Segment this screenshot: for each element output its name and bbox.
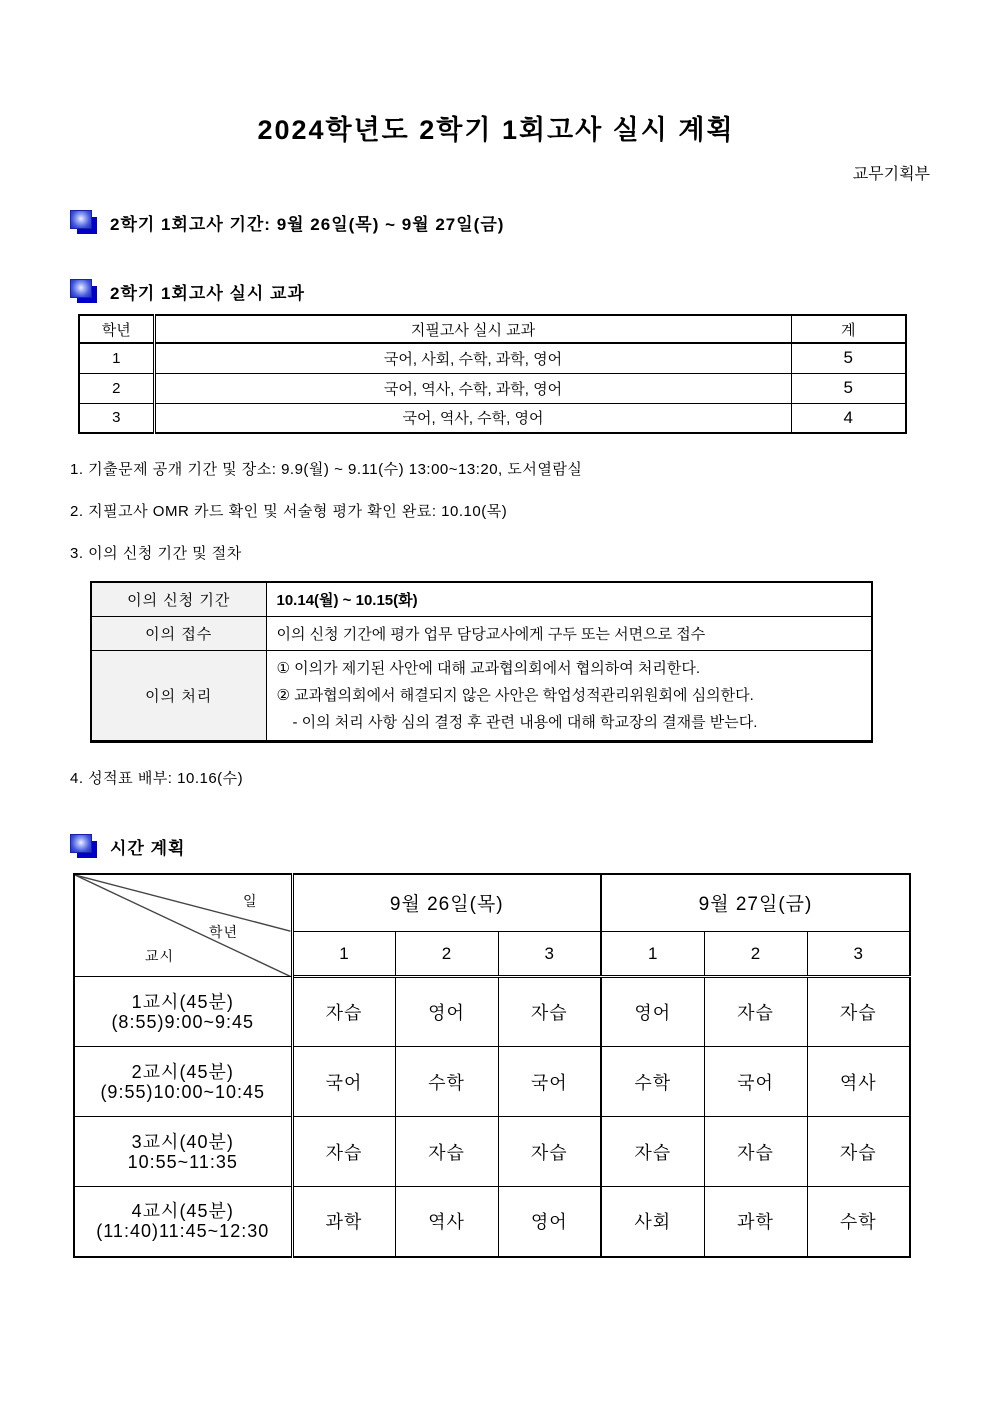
corner-label-day: 일	[243, 892, 258, 909]
book-bullet-icon	[70, 210, 98, 235]
corner-label-period: 교시	[145, 947, 175, 964]
grade-cell: 2	[79, 373, 154, 403]
subject-cell: 자습	[498, 1117, 601, 1187]
page-title: 2024학년도 2학기 1회고사 실시 계획	[257, 115, 735, 145]
department-label: 교무기획부	[852, 166, 930, 183]
period-time: (9:55)10:00~10:45	[100, 1081, 266, 1102]
note-exam-paper-release: 1. 기출문제 공개 기간 및 장소: 9.9(월) ~ 9.11(수) 13:00~13:20, 도서열람실	[70, 461, 583, 478]
note-objection: 3. 이의 신청 기간 및 절차	[70, 545, 242, 562]
subject-cell: 영어	[498, 1187, 601, 1257]
processing-line-3: - 이의 처리 사항 심의 결정 후 관련 내용에 대해 학교장의 결재를 받는다.	[292, 713, 758, 731]
period-label-cell	[74, 1047, 292, 1117]
section-exam-subjects	[70, 279, 992, 304]
section-time-plan-label: 시간 계획	[110, 838, 186, 858]
period-name: 2교시(45분)	[131, 1061, 234, 1082]
subjects-table	[78, 314, 907, 434]
period-row-1	[74, 977, 910, 1047]
period-time: (8:55)9:00~9:45	[111, 1011, 255, 1032]
table-row	[91, 650, 872, 741]
period-row-3	[74, 1117, 910, 1187]
objection-processing-label: 이의 처리	[91, 650, 266, 741]
subject-cell: 영어	[395, 977, 498, 1047]
grade-col-header: 2	[395, 932, 498, 977]
table-row	[79, 373, 906, 403]
objection-processing-value	[266, 650, 872, 741]
period-row-2	[74, 1047, 910, 1117]
period-time: (11:40)11:45~12:30	[96, 1221, 270, 1242]
table-header-row	[79, 315, 906, 343]
subject-cell: 국어	[704, 1047, 807, 1117]
subject-cell: 국어	[498, 1047, 601, 1117]
section-exam-subjects-label: 2학기 1회고사 실시 교과	[110, 284, 305, 303]
subject-cell: 자습	[292, 1117, 395, 1187]
period-label-cell	[74, 1187, 292, 1257]
grade-col-header: 2	[704, 932, 807, 977]
subject-cell: 자습	[498, 977, 601, 1047]
period-time: 10:55~11:35	[127, 1151, 238, 1172]
subject-cell: 과학	[704, 1187, 807, 1257]
subject-cell: 수학	[601, 1047, 704, 1117]
corner-diagonal-lines	[75, 875, 291, 977]
section-time-plan	[70, 834, 992, 859]
note-report-card: 4. 성적표 배부: 10.16(수)	[70, 769, 244, 787]
section-exam-period-label: 2학기 1회고사 기간: 9월 26일(목) ~ 9월 27일(금)	[110, 215, 505, 234]
subject-cell: 영어	[601, 977, 704, 1047]
objection-receipt-label: 이의 접수	[91, 616, 266, 650]
total-cell: 4	[791, 403, 906, 433]
period-row-4	[74, 1187, 910, 1257]
day-header-fri: 9월 27일(금)	[601, 874, 910, 932]
table-row	[79, 343, 906, 373]
header-grade: 학년	[79, 315, 154, 343]
processing-line-1: ① 이의가 제기된 사안에 대해 교과협의회에서 협의하여 처리한다.	[276, 659, 701, 677]
subject-cell: 자습	[807, 977, 910, 1047]
subjects-cell: 국어, 역사, 수학, 과학, 영어	[154, 373, 791, 403]
book-bullet-icon	[70, 834, 98, 859]
corner-label-grade: 학년	[209, 923, 239, 940]
timetable-day-row	[74, 874, 910, 932]
period-name: 1교시(45분)	[131, 991, 234, 1012]
table-row	[79, 403, 906, 433]
subject-cell: 수학	[807, 1187, 910, 1257]
grade-col-header: 1	[601, 932, 704, 977]
header-subjects: 지필고사 실시 교과	[154, 315, 791, 343]
subject-cell: 과학	[292, 1187, 395, 1257]
period-label-cell	[74, 977, 292, 1047]
day-header-thu: 9월 26일(목)	[292, 874, 601, 932]
subject-cell: 자습	[601, 1117, 704, 1187]
subject-cell: 자습	[704, 977, 807, 1047]
subject-cell: 수학	[395, 1047, 498, 1117]
header-total: 계	[791, 315, 906, 343]
objection-period-label: 이의 신청 기간	[91, 582, 266, 616]
subject-cell: 국어	[292, 1047, 395, 1117]
note-omr-check: 2. 지필고사 OMR 카드 확인 및 서술형 평가 확인 완료: 10.10(목)	[70, 503, 508, 520]
period-label-cell	[74, 1117, 292, 1187]
subject-cell: 역사	[807, 1047, 910, 1117]
objection-table	[90, 581, 873, 743]
grade-col-header: 3	[498, 932, 601, 977]
timetable-corner-cell	[74, 874, 292, 977]
timetable	[73, 873, 911, 1258]
book-bullet-icon	[70, 279, 98, 304]
subjects-cell: 국어, 사회, 수학, 과학, 영어	[154, 343, 791, 373]
subject-cell: 자습	[807, 1117, 910, 1187]
subject-cell: 사회	[601, 1187, 704, 1257]
table-row	[91, 582, 872, 616]
subject-cell: 자습	[704, 1117, 807, 1187]
total-cell: 5	[791, 373, 906, 403]
grade-col-header: 3	[807, 932, 910, 977]
subject-cell: 자습	[395, 1117, 498, 1187]
section-exam-period	[70, 210, 992, 235]
objection-period-value: 10.14(월) ~ 10.15(화)	[266, 582, 872, 616]
subject-cell: 역사	[395, 1187, 498, 1257]
objection-receipt-value: 이의 신청 기간에 평가 업무 담당교사에게 구두 또는 서면으로 접수	[266, 616, 872, 650]
grade-cell: 3	[79, 403, 154, 433]
total-cell: 5	[791, 343, 906, 373]
table-row	[91, 616, 872, 650]
period-name: 4교시(45분)	[131, 1201, 234, 1222]
period-name: 3교시(40분)	[131, 1131, 234, 1152]
subjects-cell: 국어, 역사, 수학, 영어	[154, 403, 791, 433]
subject-cell: 자습	[292, 977, 395, 1047]
processing-line-2: ② 교과협의회에서 해결되지 않은 사안은 학업성적관리위원회에 심의한다.	[276, 686, 754, 704]
grade-cell: 1	[79, 343, 154, 373]
grade-col-header: 1	[292, 932, 395, 977]
